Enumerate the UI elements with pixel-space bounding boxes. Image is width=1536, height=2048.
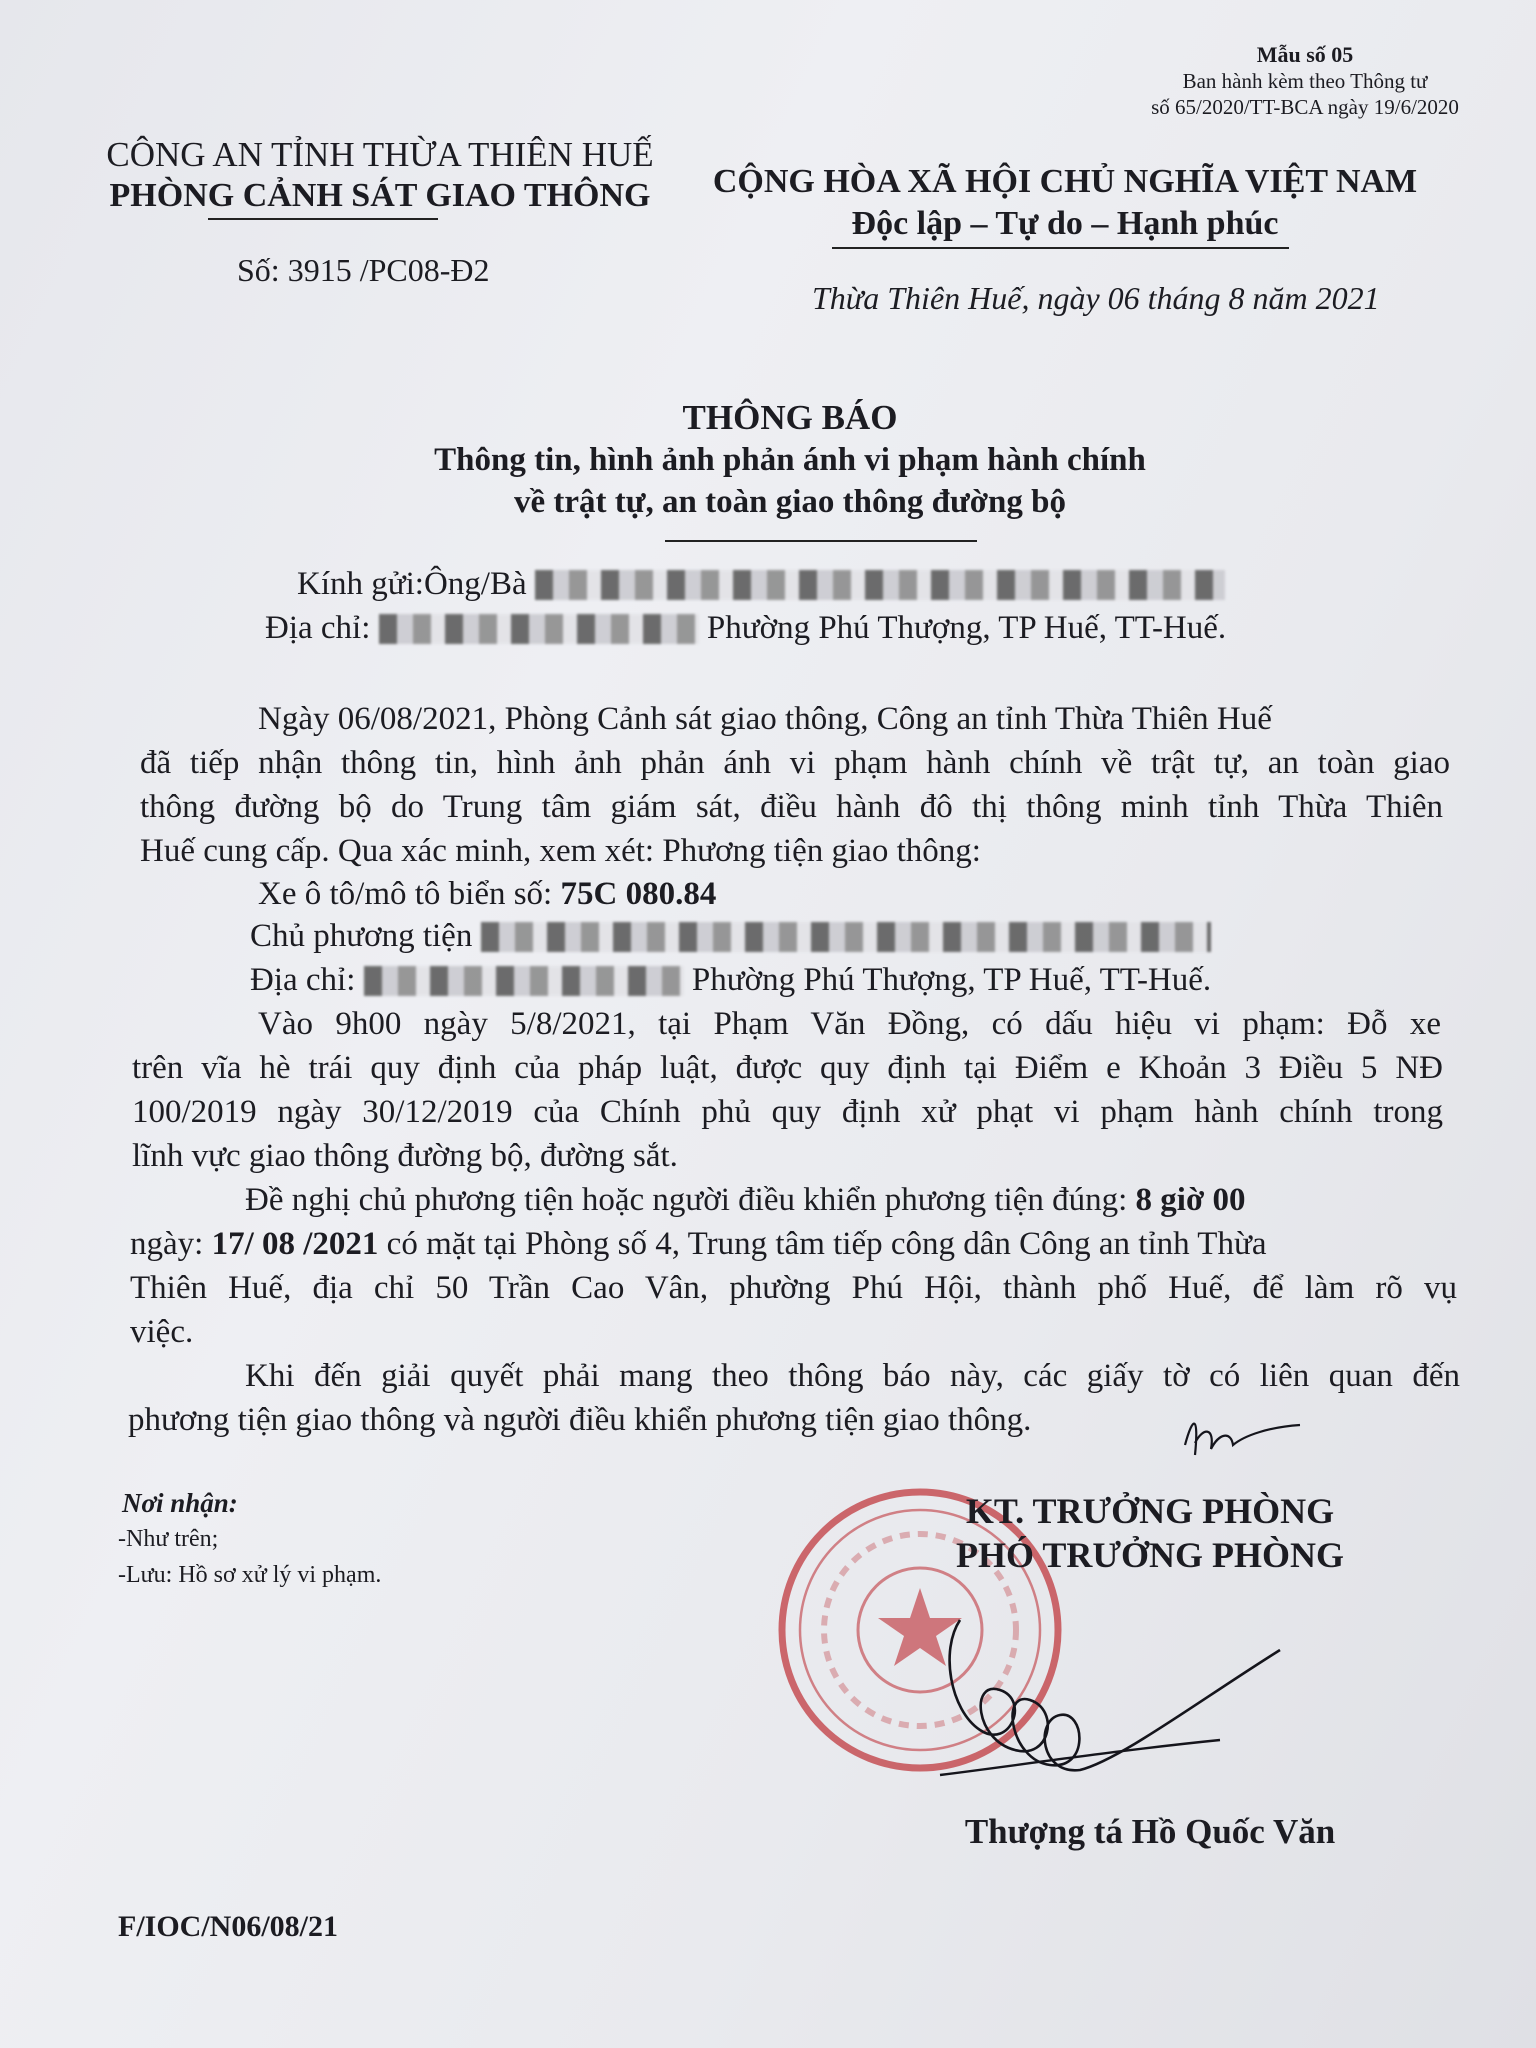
paragraph-1-line-4: Huế cung cấp. Qua xác minh, xem xét: Phương tiện giao thông: xyxy=(140,833,981,869)
paragraph-3-line-2 xyxy=(130,1222,1445,1266)
document-subtitle-2: về trật tự, an toàn giao thông đường bộ xyxy=(513,484,1066,520)
owner-label: Chủ phương tiện xyxy=(250,918,473,954)
paragraph-1-line-1: Ngày 06/08/2021, Phòng Cảnh sát giao thông, Công an tỉnh Thừa Thiên Huế xyxy=(258,701,1272,737)
appointment-date: 17/ 08 /2021 xyxy=(211,1226,379,1262)
redacted-owner-address xyxy=(364,966,684,996)
owner-address-line xyxy=(250,958,1536,1002)
form-note-1: Ban hành kèm theo Thông tư xyxy=(1182,69,1428,93)
paragraph-3-line-4: việc. xyxy=(130,1314,194,1350)
recipient-item-1: -Như trên; xyxy=(118,1526,219,1552)
recipient-item-2: -Lưu: Hồ sơ xử lý vi phạm. xyxy=(118,1562,382,1588)
redacted-owner xyxy=(481,922,1211,952)
document-number: Số: 3915 /PC08-Đ2 xyxy=(237,252,490,288)
form-number: Mẫu số 05 xyxy=(1256,42,1354,67)
paragraph-2-line-2: trên vĩa hè trái quy định của pháp luật, được quy định tại Điểm e Khoản 3 Điều 5 NĐ xyxy=(132,1050,1443,1086)
recipient-address-label: Địa chỉ: xyxy=(265,610,371,646)
recipient-label: Kính gửi:Ông/Bà xyxy=(297,566,527,602)
signer-name: Thượng tá Hồ Quốc Văn xyxy=(964,1812,1336,1851)
paragraph-2-line-3: 100/2019 ngày 30/12/2019 của Chính phủ quy định xử phạt vi phạm hành chính trong xyxy=(132,1094,1443,1130)
date-label: ngày: xyxy=(130,1226,204,1262)
agency-underline xyxy=(208,218,438,220)
appointment-time: 8 giờ 00 xyxy=(1135,1182,1246,1218)
recipients-heading: Nơi nhận: xyxy=(122,1488,238,1518)
reference-code: F/IOC/N06/08/21 xyxy=(118,1910,339,1943)
initial-mark xyxy=(1175,1405,1305,1475)
paragraph-3-line-3: Thiên Huế, địa chỉ 50 Trần Cao Vân, phường Phú Hội, thành phố Huế, để làm rõ vụ xyxy=(130,1270,1457,1306)
plate-number: 75C 080.84 xyxy=(560,876,717,912)
document-title: THÔNG BÁO xyxy=(682,398,898,437)
recipient-address-line xyxy=(265,606,1536,650)
paragraph-1-line-2: đã tiếp nhận thông tin, hình ảnh phản ánh vi phạm hành chính về trật tự, an toàn giao xyxy=(140,745,1450,781)
recipient-address: Phường Phú Thượng, TP Huế, TT-Huế. xyxy=(706,610,1227,646)
form-note-2: số 65/2020/TT-BCA ngày 19/6/2020 xyxy=(1151,95,1459,119)
handwritten-signature xyxy=(920,1590,1300,1790)
signer-title-1: KT. TRƯỞNG PHÒNG xyxy=(965,1491,1335,1531)
motto-underline xyxy=(832,247,1289,249)
paragraph-2-line-4: lĩnh vực giao thông đường bộ, đường sắt. xyxy=(132,1138,678,1174)
paragraph-1-line-3: thông đường bộ do Trung tâm giám sát, điều hành đô thị thông minh tỉnh Thừa Thiên xyxy=(140,789,1443,825)
form-number-block xyxy=(1120,42,1490,120)
redacted-name xyxy=(535,570,1225,600)
signer-title-2: PHÓ TRƯỞNG PHÒNG xyxy=(955,1535,1344,1575)
paragraph-4-line-2: phương tiện giao thông và người điều khiển phương tiện giao thông. xyxy=(128,1402,1032,1438)
nation-name: CỘNG HÒA XÃ HỘI CHỦ NGHĨA VIỆT NAM xyxy=(712,163,1418,200)
owner-line xyxy=(250,914,1536,958)
owner-address: Phường Phú Thượng, TP Huế, TT-Huế. xyxy=(691,962,1212,998)
plate-label: Xe ô tô/mô tô biển số: xyxy=(258,876,553,912)
place-date: Thừa Thiên Huế, ngày 06 tháng 8 năm 2021 xyxy=(812,280,1380,316)
paragraph-3-line-1 xyxy=(245,1178,1460,1222)
title-underline xyxy=(665,540,977,542)
national-motto: Độc lập – Tự do – Hạnh phúc xyxy=(851,205,1279,242)
paragraph-4-line-1: Khi đến giải quyết phải mang theo thông báo này, các giấy tờ có liên quan đến xyxy=(245,1358,1460,1394)
paragraph-2-line-1: Vào 9h00 ngày 5/8/2021, tại Phạm Văn Đồng, có dấu hiệu vi phạm: Đỗ xe xyxy=(258,1006,1441,1042)
owner-address-label: Địa chỉ: xyxy=(250,962,356,998)
paragraph-3-request: Đề nghị chủ phương tiện hoặc người điều khiển phương tiện đúng: xyxy=(245,1182,1128,1218)
plate-line xyxy=(258,872,1536,916)
redacted-address xyxy=(379,614,699,644)
appointment-place: có mặt tại Phòng số 4, Trung tâm tiếp công dân Công an tỉnh Thừa xyxy=(386,1226,1267,1262)
agency-name: PHÒNG CẢNH SÁT GIAO THÔNG xyxy=(109,177,651,214)
recipient-line xyxy=(297,562,1536,606)
agency-parent: CÔNG AN TỈNH THỪA THIÊN HUẾ xyxy=(106,135,654,174)
document-subtitle-1: Thông tin, hình ảnh phản ánh vi phạm hành chính xyxy=(434,442,1146,478)
